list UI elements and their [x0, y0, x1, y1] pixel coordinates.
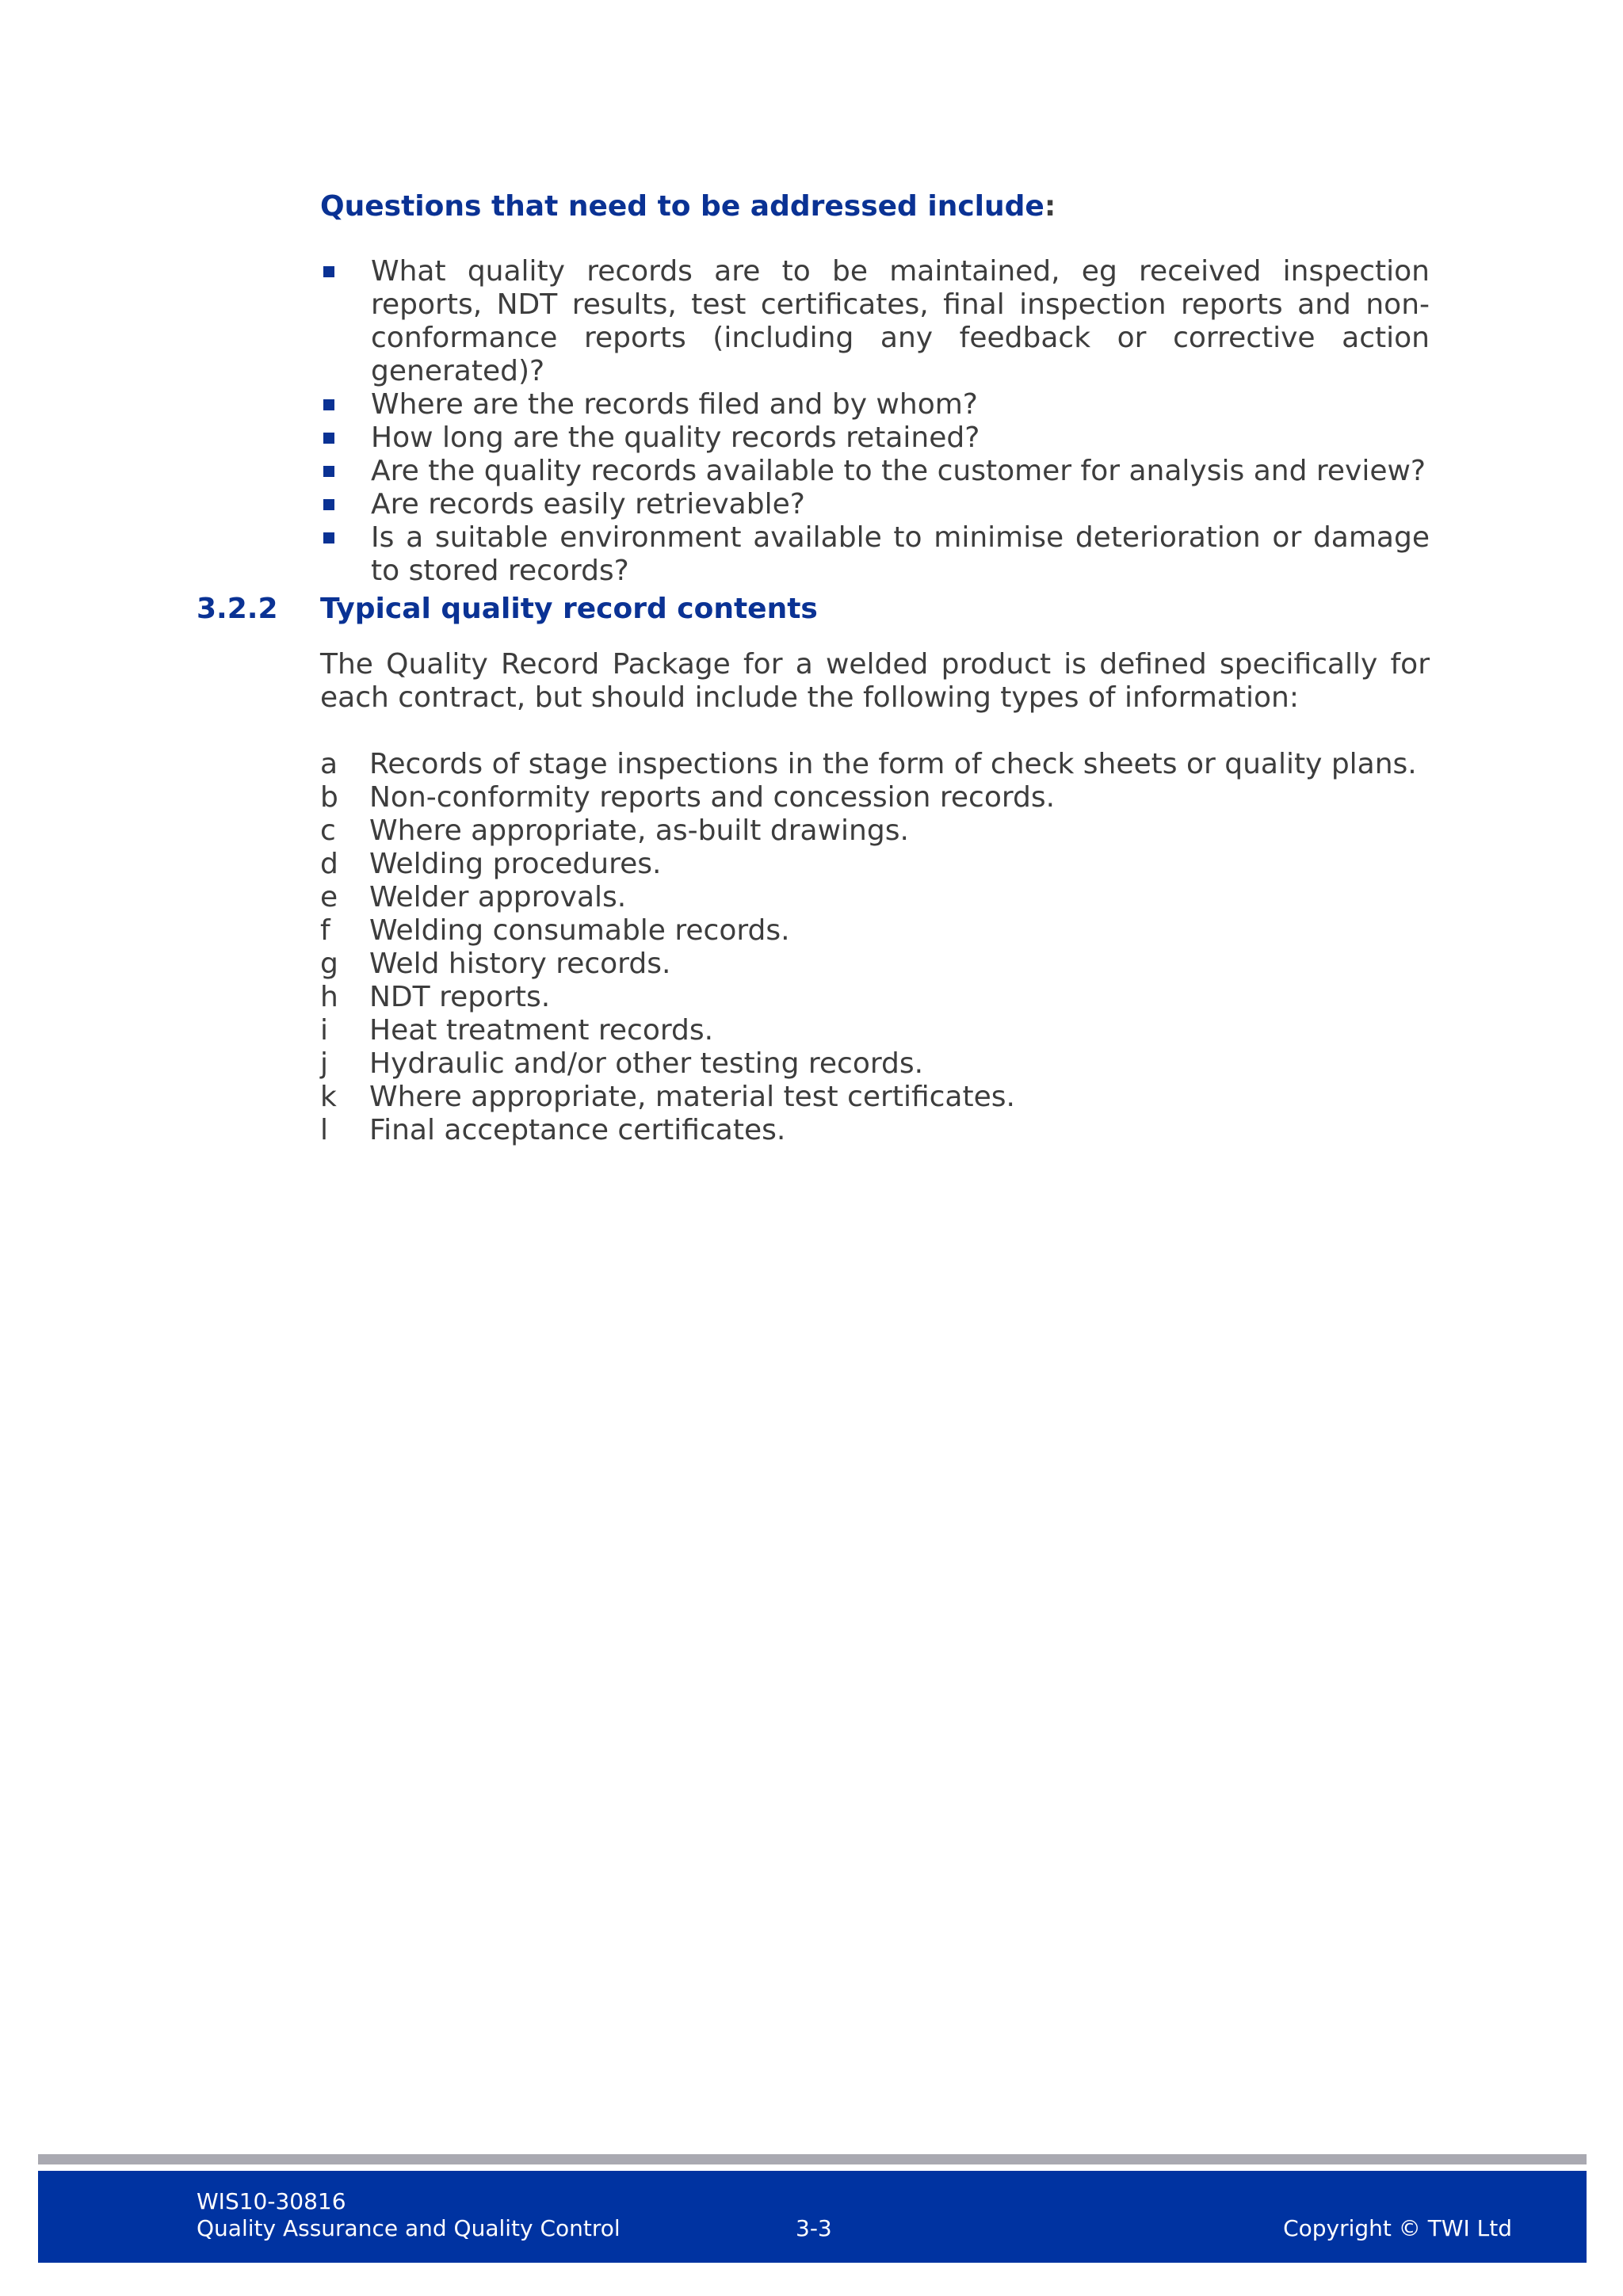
list-item — [320, 1114, 1430, 1147]
question-item — [320, 388, 1430, 421]
list-item — [320, 948, 1430, 981]
footer-doc-code: WIS10-30816 — [197, 2188, 346, 2214]
question-text: Are records easily retrievable? — [371, 488, 805, 521]
list-item — [320, 848, 1430, 881]
item-letter: e — [320, 881, 338, 913]
questions-block — [320, 190, 1430, 588]
item-letter: a — [320, 748, 338, 780]
item-letter: i — [320, 1014, 329, 1047]
footer-divider — [38, 2154, 1587, 2164]
item-text: Final acceptance certificates. — [369, 1114, 786, 1146]
item-text: Heat treatment records. — [369, 1014, 714, 1047]
list-item — [320, 881, 1430, 914]
page-footer — [38, 2171, 1587, 2263]
list-item — [320, 781, 1430, 814]
item-text: Hydraulic and/or other testing records. — [369, 1047, 924, 1080]
item-letter: c — [320, 814, 336, 847]
question-item — [320, 488, 1430, 521]
item-letter: g — [320, 948, 338, 980]
list-item — [320, 914, 1430, 948]
square-bullet-icon — [323, 266, 334, 277]
question-item — [320, 421, 1430, 455]
question-item — [320, 255, 1430, 388]
section-heading — [197, 593, 1430, 626]
square-bullet-icon — [323, 499, 334, 510]
square-bullet-icon — [323, 433, 334, 444]
item-letter: d — [320, 848, 338, 880]
list-item — [320, 748, 1430, 781]
item-text: NDT reports. — [369, 981, 551, 1013]
item-letter: l — [320, 1114, 329, 1146]
item-text: Welder approvals. — [369, 881, 627, 913]
item-letter: b — [320, 781, 338, 814]
item-text: Where appropriate, as-built drawings. — [369, 814, 909, 847]
footer-copyright: Copyright © TWI Ltd — [1283, 2215, 1512, 2241]
square-bullet-icon — [323, 532, 334, 543]
item-text: Welding procedures. — [369, 848, 662, 880]
question-text: Is a suitable environment available to minimise deterioration or damage to stored records? — [371, 521, 1430, 587]
item-letter: f — [320, 914, 330, 947]
list-item — [320, 1081, 1430, 1114]
record-contents-list — [320, 748, 1430, 1147]
section-intro: The Quality Record Package for a welded product is defined specifically for each contract, but should include the following types of information: — [320, 648, 1430, 714]
square-bullet-icon — [323, 466, 334, 477]
question-text: What quality records are to be maintained, eg received inspection reports, NDT results, test certificates, final inspection reports and non-conformance reports (including any feedback or corrective action generated)? — [371, 255, 1430, 387]
item-text: Non-conformity reports and concession records. — [369, 781, 1056, 814]
item-letter: j — [320, 1047, 329, 1080]
question-text: Are the quality records available to the customer for analysis and review? — [371, 455, 1426, 487]
section-3-2-2 — [197, 593, 1430, 1147]
footer-doc-title: Quality Assurance and Quality Control — [197, 2215, 621, 2241]
footer-page-number: 3-3 — [796, 2215, 832, 2241]
list-item — [320, 1014, 1430, 1047]
item-text: Records of stage inspections in the form of check sheets or quality plans. — [369, 748, 1417, 780]
item-text: Welding consumable records. — [369, 914, 790, 947]
section-number: 3.2.2 — [197, 593, 278, 625]
questions-heading — [320, 190, 1430, 223]
list-item — [320, 814, 1430, 848]
questions-heading-text: Questions that need to be addressed include — [320, 190, 1044, 223]
square-bullet-icon — [323, 399, 334, 410]
question-text: How long are the quality records retained? — [371, 421, 980, 454]
questions-list — [320, 255, 1430, 588]
question-item — [320, 455, 1430, 488]
item-letter: h — [320, 981, 338, 1013]
item-text: Where appropriate, material test certificates. — [369, 1081, 1015, 1113]
section-title: Typical quality record contents — [320, 593, 818, 625]
question-text: Where are the records filed and by whom? — [371, 388, 978, 421]
questions-heading-colon: : — [1044, 190, 1056, 223]
list-item — [320, 1047, 1430, 1081]
question-item — [320, 521, 1430, 588]
item-text: Weld history records. — [369, 948, 671, 980]
list-item — [320, 981, 1430, 1014]
item-letter: k — [320, 1081, 337, 1113]
